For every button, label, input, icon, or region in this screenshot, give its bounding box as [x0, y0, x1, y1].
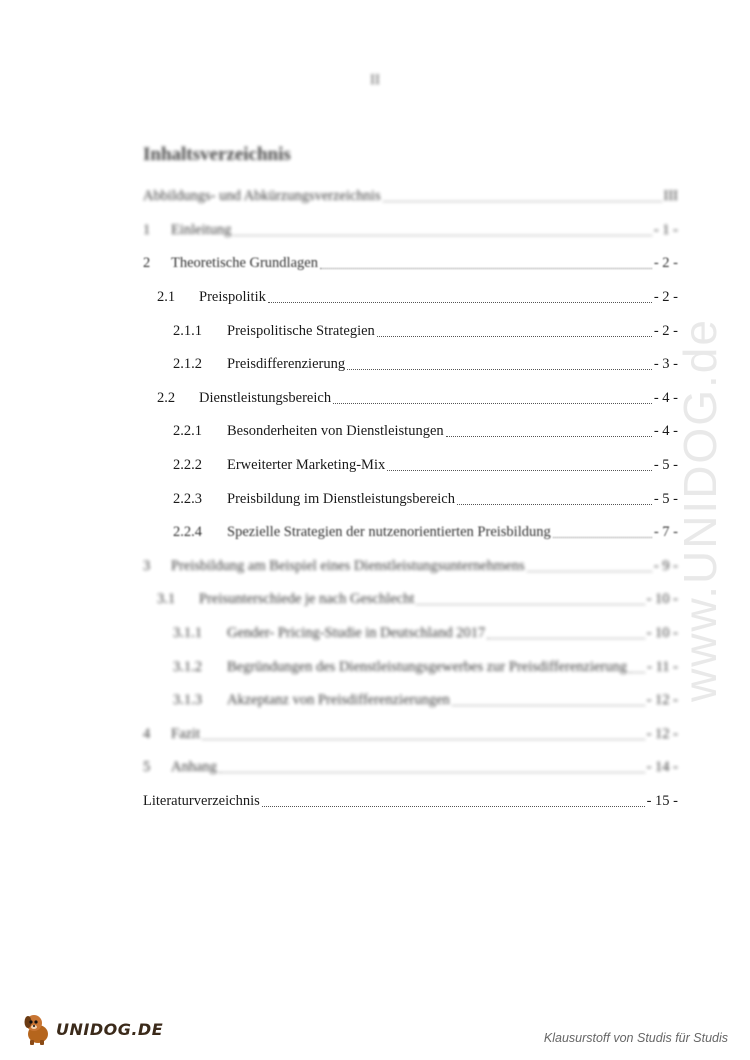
toc-leader-dots — [387, 470, 652, 471]
toc-entry — [143, 382, 678, 416]
toc-leader-dots — [416, 604, 644, 605]
toc-entry — [143, 583, 678, 617]
toc-entry-page: - 2 - — [653, 289, 678, 306]
toc-entry — [143, 617, 678, 651]
toc-entry — [143, 214, 678, 248]
toc-leader-dots — [219, 772, 645, 773]
toc-entry — [143, 550, 678, 584]
toc-leader-dots — [377, 336, 652, 337]
toc-entry-number: 4 — [143, 725, 151, 742]
toc-entry-page: - 2 - — [653, 322, 678, 339]
toc-entry — [143, 482, 678, 516]
toc-entry-page: - 5 - — [653, 457, 678, 474]
toc-entry-page: - 11 - — [647, 658, 678, 675]
toc-entry-label: Abbildungs- und Abkürzungsverzeichnis — [143, 188, 381, 205]
toc-entry-label: Akzeptanz von Preisdifferenzierungen — [227, 692, 450, 709]
toc-entry-number: 2.2.3 — [173, 490, 202, 507]
toc-entry-page: - 12 - — [646, 692, 678, 709]
toc-leader-dots — [347, 369, 652, 370]
toc-leader-dots — [268, 302, 652, 303]
toc-entry — [143, 718, 678, 752]
toc-entry-page: - 10 - — [646, 625, 678, 642]
toc-entry-label: Theoretische Grundlagen — [171, 255, 318, 272]
footer-tagline: Klausurstoff von Studis für Studis — [543, 1031, 728, 1045]
toc-entry-label: Spezielle Strategien der nutzenorientierten Preisbildung — [227, 524, 551, 541]
page-number: II — [370, 72, 380, 88]
toc-entry-label: Preisbildung am Beispiel eines Dienstleistungsunternehmens — [171, 557, 525, 574]
toc-entry-number: 3.1.2 — [173, 658, 202, 675]
toc-entry-number: 2.1.2 — [173, 356, 202, 373]
toc-leader-dots — [527, 571, 652, 572]
toc-entry-number: 2 — [143, 255, 151, 272]
toc-entry-number: 5 — [143, 759, 151, 776]
toc-entry — [143, 314, 678, 348]
watermark-text: www.UNIDOG.de — [674, 318, 726, 702]
watermark — [640, 280, 750, 740]
toc-entry-page: - 4 - — [653, 389, 678, 406]
toc-entry-page: - 3 - — [653, 356, 678, 373]
toc-entry-number: 2.2 — [157, 389, 176, 406]
toc-entry — [143, 785, 678, 819]
toc-entry-label: Erweiterter Marketing-Mix — [227, 457, 386, 474]
toc-entry — [143, 751, 678, 785]
toc-entry-label: Preispolitik — [199, 289, 266, 306]
toc-entry — [143, 281, 678, 315]
toc-entry-number: 3 — [143, 557, 151, 574]
toc-entry-label: Besonderheiten von Dienstleistungen — [227, 423, 444, 440]
toc-entry-number: 3.1.3 — [173, 692, 202, 709]
toc-leader-dots — [446, 436, 652, 437]
toc-entry — [143, 348, 678, 382]
toc-leader-dots — [457, 504, 652, 505]
toc-entry — [143, 247, 678, 281]
toc-entry-page: - 7 - — [653, 524, 678, 541]
toc-leader-dots — [202, 739, 645, 740]
toc-leader-dots — [233, 235, 651, 236]
toc-entry — [143, 516, 678, 550]
toc-entry-label: Preispolitische Strategien — [227, 322, 375, 339]
toc-entry — [143, 180, 678, 214]
toc-entry-number: 3.1.1 — [173, 625, 202, 642]
toc-entry-page: - 9 - — [653, 557, 678, 574]
logo-text: UNIDOG.DE — [56, 1019, 164, 1039]
toc-leader-dots — [333, 403, 652, 404]
toc-entry — [143, 415, 678, 449]
toc-entry-page: - 14 - — [646, 759, 678, 776]
toc-entry-number: 2.2.1 — [173, 423, 202, 440]
dog-icon — [22, 1012, 52, 1046]
toc-entry-label: Einleitung — [171, 221, 232, 238]
toc-entry-number: 2.2.4 — [173, 524, 202, 541]
toc-leader-dots — [553, 537, 652, 538]
toc-entry-label: Preisdifferenzierung — [227, 356, 346, 373]
toc-leader-dots — [487, 638, 644, 639]
unidog-logo — [22, 1012, 163, 1046]
toc-entry-page: III — [663, 188, 678, 205]
toc-entry — [143, 684, 678, 718]
table-of-contents — [143, 180, 678, 818]
toc-title: Inhaltsverzeichnis — [143, 144, 291, 165]
toc-entry-number: 1 — [143, 221, 151, 238]
toc-entry — [143, 650, 678, 684]
toc-entry-label: Preisunterschiede je nach Geschlecht — [199, 591, 415, 608]
toc-entry-label: Preisbildung im Dienstleistungsbereich — [227, 490, 455, 507]
toc-entry-label: Anhang — [171, 759, 217, 776]
toc-entry — [143, 449, 678, 483]
toc-entry-label: Fazit — [171, 725, 200, 742]
toc-entry-page: - 2 - — [653, 255, 678, 272]
toc-entry-number: 3.1 — [157, 591, 176, 608]
toc-entry-number: 2.1 — [157, 289, 176, 306]
toc-entry-number: 2.1.1 — [173, 322, 202, 339]
toc-leader-dots — [320, 268, 652, 269]
toc-entry-number: 2.2.2 — [173, 457, 202, 474]
toc-entry-label: Dienstleistungsbereich — [199, 389, 332, 406]
toc-entry-page: - 10 - — [646, 591, 678, 608]
toc-entry-page: - 5 - — [653, 490, 678, 507]
toc-entry-label: Gender- Pricing-Studie in Deutschland 2017 — [227, 625, 486, 642]
toc-leader-dots — [383, 201, 662, 202]
toc-entry-page: - 15 - — [646, 792, 678, 809]
toc-entry-page: - 4 - — [653, 423, 678, 440]
toc-entry-label: Literaturverzeichnis — [143, 792, 260, 809]
toc-entry-page: - 12 - — [646, 725, 678, 742]
toc-leader-dots — [262, 806, 645, 807]
toc-entry-page: - 1 - — [653, 221, 678, 238]
toc-entry-label: Begründungen des Dienstleistungsgewerbes zur Preisdifferenzierung — [227, 658, 627, 675]
toc-leader-dots — [452, 705, 645, 706]
